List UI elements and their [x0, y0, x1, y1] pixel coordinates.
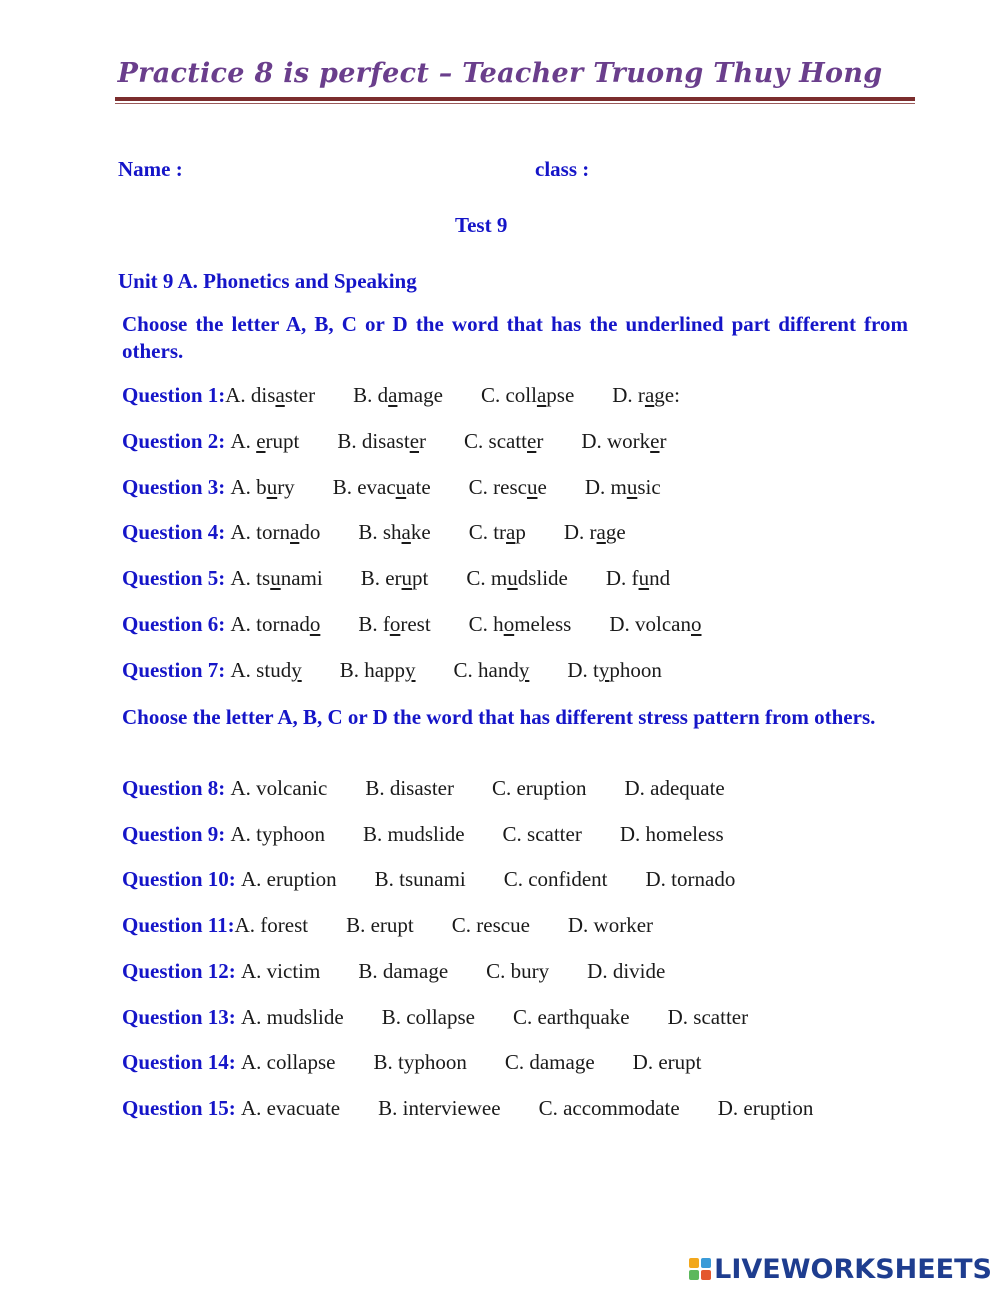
underlined-part: u — [507, 566, 518, 590]
underlined-part: e — [527, 429, 537, 453]
answer-option: A. collapse — [241, 1050, 336, 1074]
question-4 — [122, 520, 626, 548]
underlined-part: y — [518, 658, 530, 682]
underlined-part: o — [389, 612, 401, 636]
answer-option: B. mudslide — [363, 822, 465, 846]
answer-option: D. worker — [581, 429, 667, 453]
question-1 — [122, 383, 680, 411]
question-label: Question 13: — [122, 1005, 242, 1029]
underlined-part: u — [270, 566, 281, 590]
underlined-part: a — [506, 520, 516, 544]
answer-option: C. confident — [503, 867, 608, 891]
answer-option: D. tornado — [645, 867, 736, 891]
answer-option: D. fund — [605, 566, 671, 590]
question-label: Question 1: — [122, 383, 226, 407]
answer-option: C. trap — [468, 520, 526, 544]
answer-option: D. typhoon — [567, 658, 662, 682]
answer-option: D. homeless — [619, 822, 724, 846]
answer-option: B. erupt — [360, 566, 429, 590]
question-9 — [122, 822, 724, 850]
underlined-part: a — [388, 383, 398, 407]
underlined-part: a — [596, 520, 606, 544]
logo-text: LIVEWORKSHEETS — [714, 1253, 992, 1285]
answer-option: A. victim — [241, 959, 321, 983]
answer-option: C. eruption — [491, 776, 587, 800]
question-7 — [122, 658, 662, 686]
underlined-part: o — [691, 612, 702, 636]
question-label: Question 9: — [122, 822, 231, 846]
underlined-part: e — [256, 429, 266, 453]
underlined-part: a — [401, 520, 411, 544]
header-divider — [115, 97, 915, 101]
answer-option: A. evacuate — [241, 1096, 341, 1120]
question-10 — [122, 867, 735, 895]
question-12 — [122, 959, 665, 987]
answer-option: B. evacuate — [332, 475, 431, 499]
question-label: Question 8: — [122, 776, 231, 800]
underlined-part: a — [290, 520, 300, 544]
underlined-part: e — [409, 429, 420, 453]
answer-option: C. collapse — [480, 383, 575, 407]
answer-option: B. damage — [358, 959, 449, 983]
underlined-part: u — [401, 566, 413, 590]
answer-option: A. tsunami — [230, 566, 323, 590]
answer-option: A. tornado — [230, 520, 321, 544]
answer-option: C. rescue — [468, 475, 547, 499]
question-label: Question 6: — [122, 612, 231, 636]
question-6 — [122, 612, 702, 640]
answer-option: D. worker — [567, 913, 654, 937]
answer-option: A. study — [230, 658, 302, 682]
question-label: Question 10: — [122, 867, 242, 891]
question-label: Question 12: — [122, 959, 242, 983]
answer-option: B. shake — [358, 520, 431, 544]
question-label: Question 5: — [122, 566, 231, 590]
underlined-part: u — [526, 475, 538, 499]
question-label: Question 14: — [122, 1050, 242, 1074]
underlined-part: u — [638, 566, 650, 590]
answer-option: D. music — [584, 475, 661, 499]
answer-option: A. forest — [234, 913, 309, 937]
answer-option: C. bury — [486, 959, 550, 983]
class-label: class : — [535, 157, 590, 181]
test-title: Test 9 — [455, 213, 508, 237]
answer-option: D. rage: — [612, 383, 680, 407]
logo-icon — [689, 1258, 711, 1280]
answer-option: B. collapse — [381, 1005, 475, 1029]
underlined-part: a — [644, 383, 655, 407]
answer-option: A. volcanic — [230, 776, 328, 800]
question-11 — [122, 913, 653, 941]
question-5 — [122, 566, 670, 594]
name-label: Name : — [118, 157, 183, 181]
answer-option: D. volcano — [609, 612, 702, 636]
underlined-part: u — [266, 475, 278, 499]
answer-option: B. erupt — [346, 913, 414, 937]
answer-option: D. rage — [563, 520, 626, 544]
underlined-part: a — [275, 383, 285, 407]
answer-option: B. damage — [353, 383, 443, 407]
answer-option: C. damage — [504, 1050, 595, 1074]
underlined-part: y — [598, 658, 610, 682]
question-8 — [122, 776, 725, 804]
question-14 — [122, 1050, 701, 1078]
question-2 — [122, 429, 667, 457]
underlined-part: o — [503, 612, 515, 636]
instruction-stress: Choose the letter A, B, C or D the word that has different stress pattern from others. — [122, 705, 876, 729]
answer-option: C. accommodate — [538, 1096, 680, 1120]
answer-option: B. interviewee — [378, 1096, 501, 1120]
answer-option: A. eruption — [241, 867, 337, 891]
answer-option: A. erupt — [230, 429, 300, 453]
underlined-part: u — [626, 475, 638, 499]
question-3 — [122, 475, 661, 503]
section-title: Unit 9 A. Phonetics and Speaking — [118, 269, 417, 293]
answer-option: C. mudslide — [466, 566, 568, 590]
header-divider-thin — [115, 103, 915, 104]
question-label: Question 15: — [122, 1096, 242, 1120]
answer-option: B. happy — [339, 658, 416, 682]
question-label: Question 7: — [122, 658, 231, 682]
answer-option: D. erupt — [632, 1050, 702, 1074]
answer-option: B. typhoon — [373, 1050, 467, 1074]
question-label: Question 3: — [122, 475, 231, 499]
underlined-part: e — [650, 429, 660, 453]
answer-option: B. forest — [358, 612, 431, 636]
answer-option: A. typhoon — [230, 822, 326, 846]
answer-option: C. rescue — [451, 913, 530, 937]
underlined-part: y — [291, 658, 302, 682]
answer-option: C. handy — [453, 658, 530, 682]
answer-option: D. adequate — [624, 776, 725, 800]
answer-option: C. earthquake — [513, 1005, 630, 1029]
answer-option: A. bury — [230, 475, 295, 499]
answer-option: A. disaster — [225, 383, 316, 407]
question-15 — [122, 1096, 813, 1124]
underlined-part: u — [395, 475, 407, 499]
answer-option: D. divide — [587, 959, 666, 983]
answer-option: B. disaster — [365, 776, 454, 800]
question-13 — [122, 1005, 748, 1033]
answer-option: C. scatter — [464, 429, 544, 453]
underlined-part: a — [536, 383, 547, 407]
liveworksheets-logo — [689, 1254, 992, 1284]
answer-option: C. homeless — [468, 612, 572, 636]
instruction-pronunciation: Choose the letter A, B, C or D the word that has the underlined part different from others. — [122, 312, 908, 363]
question-label: Question 4: — [122, 520, 231, 544]
question-label: Question 2: — [122, 429, 231, 453]
question-label: Question 11: — [122, 913, 235, 937]
underlined-part: y — [405, 658, 416, 682]
underlined-part: o — [309, 612, 321, 636]
answer-option: C. scatter — [502, 822, 582, 846]
answer-option: A. tornado — [230, 612, 321, 636]
header-title: Practice 8 is perfect – Teacher Truong Thuy Hong — [117, 58, 883, 89]
answer-option: B. disaster — [337, 429, 427, 453]
answer-option: D. scatter — [667, 1005, 749, 1029]
answer-option: D. eruption — [717, 1096, 814, 1120]
answer-option: B. tsunami — [374, 867, 466, 891]
answer-option: A. mudslide — [241, 1005, 344, 1029]
